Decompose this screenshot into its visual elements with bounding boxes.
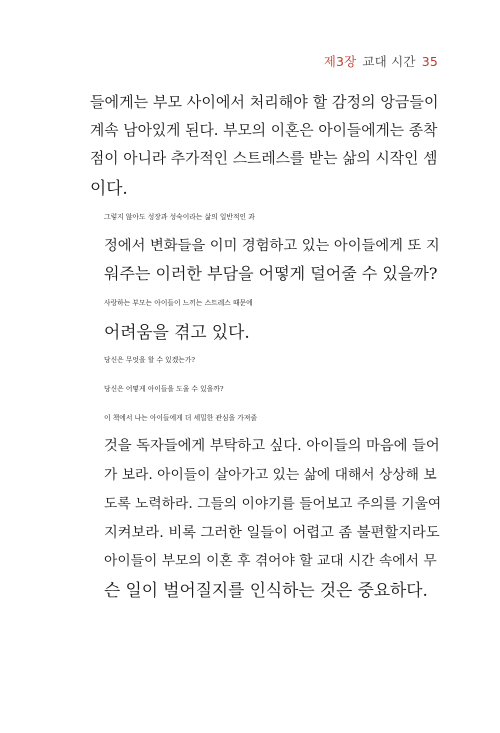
text-line: 워주는 이러한 부담을 어떻게 덜어줄 수 있을까? — [104, 264, 438, 284]
text-line: 들에게는 부모 사이에서 처리해야 할 감정의 앙금들이 — [90, 93, 439, 111]
text-line: 이다. — [90, 178, 128, 199]
text-line: 당신은 무엇을 할 수 있겠는가? — [104, 356, 196, 365]
text-line: 당신은 어떻게 아이들을 도울 수 있을까? — [104, 385, 224, 394]
text-line: 그렇지 않아도 성장과 성숙이라는 삶의 일반적인 과 — [104, 212, 255, 221]
text-line: 도록 노력하라. 그들의 이야기를 들어보고 주의를 기울여 — [104, 495, 442, 512]
page-number: 35 — [421, 54, 438, 69]
text-line: 슨 일이 벌어질지를 인식하는 것은 중요하다. — [104, 579, 428, 600]
text-line: 계속 남아있게 된다. 부모의 이혼은 아이들에게는 종착 — [90, 121, 438, 139]
paragraph — [90, 88, 442, 203]
body-text — [90, 88, 442, 605]
text-line: 이 책에서 나는 아이들에게 더 세밀한 관심을 가져줄 — [104, 413, 258, 422]
text-line: 지켜보라. 비록 그러한 일들이 어렵고 좀 불편할지라도 — [104, 524, 440, 541]
paragraph — [90, 203, 442, 289]
chapter-title: 교대 시간 — [362, 54, 416, 69]
text-line: 아이들이 부모의 이혼 후 겪어야 할 교대 시간 속에서 무 — [104, 553, 437, 570]
text-line: 정에서 변화들을 이미 경험하고 있는 아이들에게 또 지 — [104, 237, 440, 254]
paragraph — [90, 404, 442, 605]
paragraph — [90, 346, 442, 375]
text-line: 점이 아니라 추가적인 스트레스를 받는 삶의 시작인 셈 — [90, 150, 438, 168]
text-line: 사랑하는 부모는 아이들이 느끼는 스트레스 때문에 — [104, 298, 253, 307]
text-line: 가 보라. 아이들이 살아가고 있는 삶에 대해서 상상해 보 — [104, 467, 437, 484]
text-line: 어려움을 겪고 있다. — [104, 321, 250, 342]
text-line: 것을 독자들에게 부탁하고 싶다. 아이들의 마음에 들어 — [104, 438, 440, 455]
paragraph — [90, 289, 442, 346]
paragraph — [90, 375, 442, 404]
running-head — [324, 52, 438, 70]
chapter-label: 제3장 — [323, 54, 357, 69]
